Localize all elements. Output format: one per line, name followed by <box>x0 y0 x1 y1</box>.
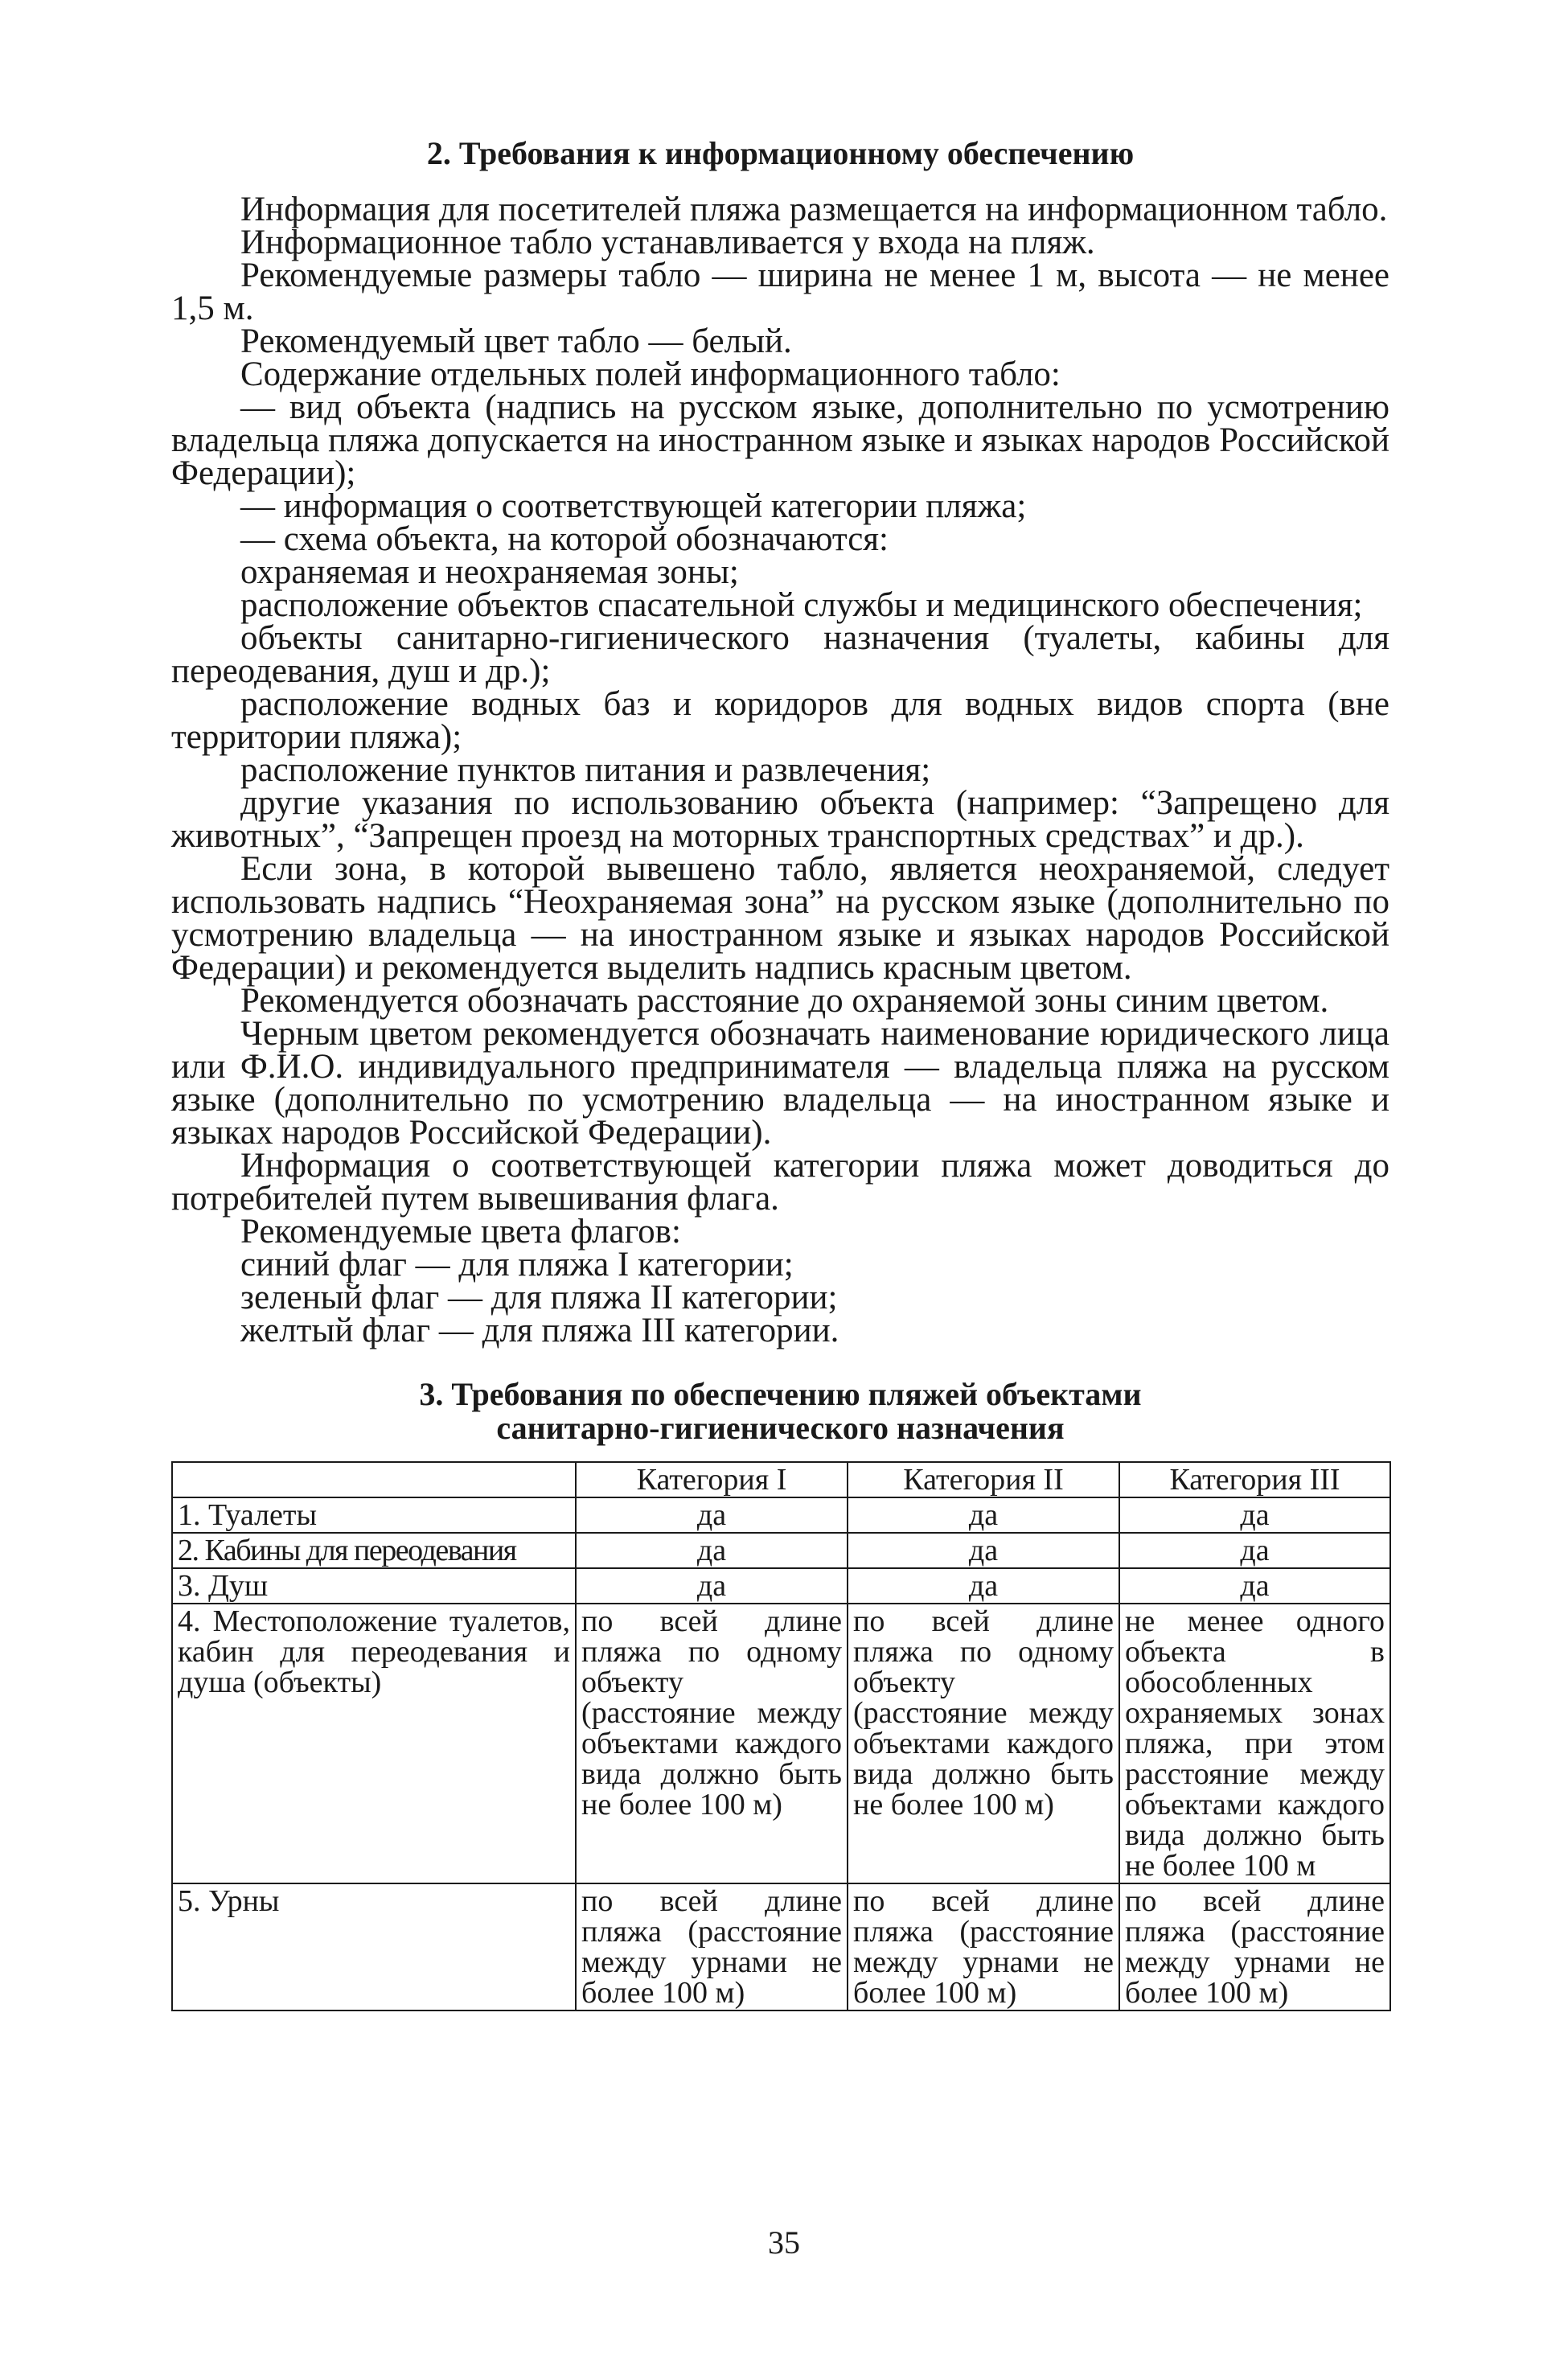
table-corner-cell <box>172 1462 576 1497</box>
table-cell: по всей длине пляжа (расстояние между урнами не более 100 м) <box>848 1883 1119 2011</box>
paragraph: Информационное табло устанавливается у входа на пляж. <box>240 224 1095 261</box>
paragraph: Содержание отдельных полей информационного табло: <box>240 355 1061 393</box>
paragraph: охраняемая и неохраняемая зоны; <box>240 553 739 591</box>
paragraph: — информация о соответствующей категории пляжа; <box>240 487 1027 525</box>
table-row <box>172 1604 1390 1883</box>
table-row <box>172 1883 1390 2011</box>
table-row <box>172 1533 1390 1568</box>
paragraph: объекты санитарно-гигиенического назначения (туалеты, кабины для переодевания, душ и др.); <box>171 619 1389 690</box>
table-cell: да <box>1119 1533 1390 1568</box>
section-3-heading <box>171 1378 1389 1445</box>
sanitary-facilities-table <box>171 1461 1391 2011</box>
paragraph: расположение объектов спасательной службы и медицинского обеспечения; <box>240 586 1363 624</box>
section-2-heading: 2. Требования к информационному обеспечению <box>426 135 1135 171</box>
table-cell: да <box>848 1497 1119 1533</box>
table-cell: по всей длине пляжа (расстояние между урнами не более 100 м) <box>1119 1883 1390 2011</box>
row-label: 2. Кабины для переодевания <box>172 1533 576 1568</box>
paragraph: другие указания по использованию объекта (например: “Запрещено для животных”, “Запрещен проезд на моторных транспортных средствах” и др.). <box>171 784 1389 855</box>
column-header-category-3: Категория III <box>1119 1462 1390 1497</box>
table-cell: да <box>848 1533 1119 1568</box>
paragraph: — схема объекта, на которой обозначаются: <box>240 520 889 558</box>
paragraph: синий флаг — для пляжа I категории; <box>240 1246 794 1284</box>
section-3-heading-line-2: санитарно-гигиенического назначения <box>496 1410 1065 1446</box>
table-header-row <box>172 1462 1390 1497</box>
table-cell: по всей длине пляжа по одному объекту (расстояние между объектами каждого вида должно быть не более 100 м) <box>848 1604 1119 1883</box>
section-3-heading-line-1: 3. Требования по обеспечению пляжей объектами <box>419 1376 1142 1412</box>
table-cell: по всей длине пляжа по одному объекту (расстояние между объектами каждого вида должно быть не более 100 м) <box>576 1604 848 1883</box>
table-cell: да <box>576 1497 848 1533</box>
paragraph: расположение пунктов питания и развлечения; <box>240 751 931 789</box>
page-number: 35 <box>768 2224 800 2261</box>
paragraph: — вид объекта (надпись на русском языке, дополнительно по усмотрению владельца пляжа допускается на иностранном языке и языках народов Российской Федерации); <box>171 388 1389 492</box>
paragraph: желтый флаг — для пляжа III категории. <box>240 1312 839 1349</box>
paragraph: Черным цветом рекомендуется обозначать наименование юридического лица или Ф.И.О. индивидуального предпринимателя — владельца пляжа на русском языке (дополнительно по усмотрению владельца — на иностранном языке и языках народов Российской Федерации). <box>171 1015 1389 1152</box>
row-label: 3. Душ <box>172 1568 576 1604</box>
paragraph: зеленый флаг — для пляжа II категории; <box>240 1279 838 1316</box>
table-cell: да <box>1119 1568 1390 1604</box>
table-cell: да <box>1119 1497 1390 1533</box>
section-2-body <box>171 193 1389 1347</box>
column-header-category-1: Категория I <box>576 1462 848 1497</box>
paragraph: Информация о соответствующей категории пляжа может доводиться до потребителей путем вывешивания флага. <box>171 1147 1389 1218</box>
table-cell: не менее одного объекта в обособленных охраняемых зонах пляжа, при этом расстояние между объектами каждого вида должно быть не более 100 м <box>1119 1604 1390 1883</box>
paragraph: Информация для посетителей пляжа размещается на информационном табло. <box>240 191 1388 228</box>
table-cell: да <box>576 1568 848 1604</box>
row-label: 1. Туалеты <box>172 1497 576 1533</box>
table-cell: да <box>848 1568 1119 1604</box>
column-header-category-2: Категория II <box>848 1462 1119 1497</box>
table-cell: да <box>576 1533 848 1568</box>
paragraph: Рекомендуемый цвет табло — белый. <box>240 322 792 360</box>
row-label: 4. Местоположение туалетов, кабин для переодевания и душа (объекты) <box>172 1604 576 1883</box>
paragraph: Рекомендуемые цвета флагов: <box>240 1213 681 1251</box>
table-row <box>172 1497 1390 1533</box>
document-page <box>171 137 1389 2011</box>
table-cell: по всей длине пляжа (расстояние между урнами не более 100 м) <box>576 1883 848 2011</box>
paragraph: Рекомендуется обозначать расстояние до охраняемой зоны синим цветом. <box>240 982 1329 1020</box>
table-row <box>172 1568 1390 1604</box>
paragraph: Рекомендуемые размеры табло — ширина не менее 1 м, высота — не менее 1,5 м. <box>171 257 1389 327</box>
paragraph: Если зона, в которой вывешено табло, является неохраняемой, следует использовать надпись “Неохраняемая зона” на русском языке (дополнительно по усмотрению владельца — на иностранном языке и языках народов Российской Федерации) и рекомендуется выделить надпись красным цветом. <box>171 850 1389 987</box>
paragraph: расположение водных баз и коридоров для водных видов спорта (вне территории пляжа); <box>171 685 1389 756</box>
row-label: 5. Урны <box>172 1883 576 2011</box>
